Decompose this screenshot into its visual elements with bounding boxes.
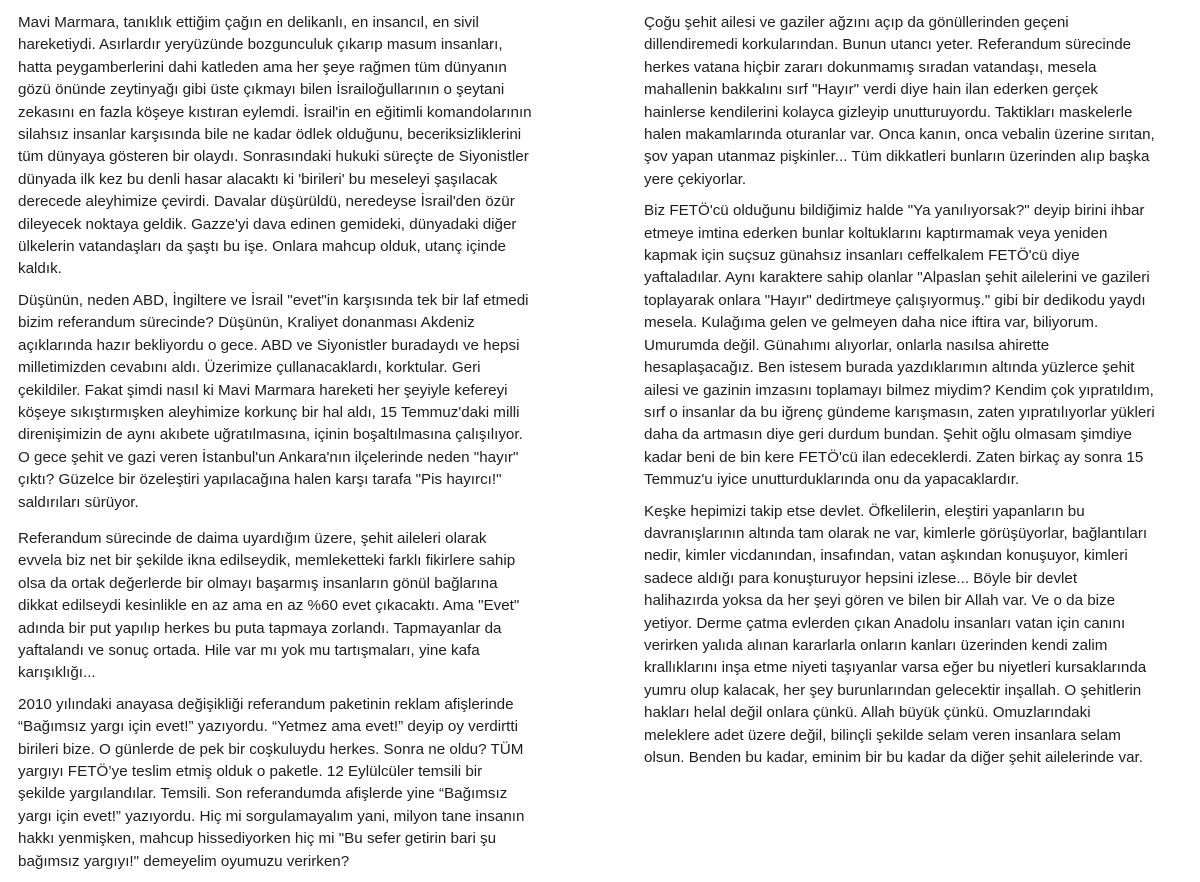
paragraph-mavi-marmara: Mavi Marmara, tanıklık ettiğim çağın en delikanlı, en insancıl, en sivil hareketiydi. Asırlardır yeryüzünde bozgunculuk çıkarıp masum insanları, hatta peygamberlerini dahi katleden ama her şeye rağmen tüm dünyanın gözü önünde zeytinyağı gibi üste çıkmayı bilen İsrailoğullarının o şeytani zekasını en fazla köşeye kıstıran eylemdi. İsrail'in en eğitimli komandolarının silahsız insanlar karşısında bile ne kadar ödlek olduğunu, beceriksizliklerini tüm dünyaya gösteren bir olaydı. Sonrasındaki hukuki süreçte de Siyonistler dünyada ilk kez bu denli hasar alacaktı ki 'birileri' bu meseleyi şaşılacak derecede aleyhimize çevirdi. Davalar düşürüldü, neredeyse İsrail'den özür dileyecek noktaya geldik. Gazze'yi dava edinen gemideki, dünyadaki diğer ülkelerin vatandaşları da şaştı bu işe. Onlara mahcup olduk, utanç içinde kaldık. — [18, 14, 532, 278]
right-text-column — [644, 12, 1182, 778]
paragraph-keske-devlet: Keşke hepimizi takip etse devlet. Öfkelilerin, eleştiri yapanların bu davranışlarının altında tam olarak ne var, kimlerle görüşüyorlar, bağlantıları nedir, kimler vicdanından, insafından, vatan aşkından konuşuyor, kimleri sadece aldığı para konuşturuyor hepsini izlese... Böyle bir devlet halihazırda yoksa da her şeyi gören ve bilen bir Allah var. Ve o da bize yetiyor. Derme çatma evlerden çıkan Anadolu insanları vatan için canını verirken yalıda alınan kararlarla onların kanları üzerinden kendi zalim krallıklarını inşa etme niyeti taşıyanlar varsa eğer bu niyetleri kursaklarında yumru olup kalacak, her şey burunlarından gelecektir inşallah. O şehitlerin hakları helal değil onlara çünkü. Allah büyük çünkü. Omuzlarındaki meleklere adet üzere değil, bilinçli şekilde selam veren insanlara selam olsun. Benden bu kadar, eminim bir bu kadar da diğer şehit ailelerinde var. — [644, 502, 1148, 766]
paragraph-2010-anayasa: 2010 yılındaki anayasa değişikliği referandum paketinin reklam afişlerinde “Bağımsız yargı için evet!” yazıyordu. “Yetmez ama evet!” deyip oy verdirtti birileri bize. O günlerde de pek bir coşkuluydu herkes. Sonra ne oldu? TÜM yargıyı FETÖ’ye teslim etmiş olduk o paketle. 12 Eylülcüler temsili bir şekilde yargılandılar. Temsili. Son referandumda afişlerde yine “Bağımsız yargı için evet!” yazıyordu. Hiç mi sorgulamayalım yani, milyon tane insanın hakkı yenmişken, mahcup hissediyorken hiç mi "Bu sefer getirin bari şu bağımsız yargıyı!" demeyelim oyumuzu verirken? — [18, 695, 525, 870]
left-text-column — [18, 12, 588, 882]
paragraph-feto: Biz FETÖ'cü olduğunu bildiğimiz halde "Ya yanılıyorsak?" deyip birini ihbar etmeye imtina ederken bunlar koltuklarını kaptırmamak veya yeniden kapmak için suçsuz günahsız insanları ceffelkalem FETÖ'cü diye yaftaladılar. Aynı karaktere sahip olanlar "Alpaslan şehit ailelerini ve gazileri toplayarak onlara "Hayır" dedirtmeye çalışıyormuş." gibi bir dedikodu yaydı mesela. Kulağıma gelen ve gelmeyen daha nice iftira var, biliyorum. Umurumda değil. Günahımı alıyorlar, onlarla nasılsa ahirette hesaplaşacağız. Ben istesem burada yazdıklarımın altında yüzlerce şehit ailesi ve gazinin imzasını toplamayı bilmez miydim? Kendim çok yıpratıldım, sırf o insanlar da bu iğrenç gündeme karışmasın, zaten yıpratılıyorlar yükleri daha da artmasın diye geri durdum bundan. Şehit oğlu olmasam şimdiye kadar beni de bin kere FETÖ'cü ilan edeceklerdi. Zaten birkaç ay sonra 15 Temmuz'u iyice unutturduklarında onu da yapacaklardır. — [644, 202, 1155, 489]
paragraph-dusunun: Düşünün, neden ABD, İngiltere ve İsrail "evet"in karşısında tek bir laf etmedi bizim referandum sürecinde? Düşünün, Kraliyet donanması Akdeniz açıklarında hazır bekliyordu o gece. ABD ve Siyonistler buradaydı ve hepsi milletimizden cevabını aldı. Üzerimize çullanacaklardı, korktular. Geri çekildiler. Fakat şimdi nasıl ki Mavi Marmara hareketi her şeyiyle kefereyi köşeye sıkıştırmışken aleyhimize korkunç bir hal aldı, 15 Temmuz'daki milli direnişimizin de aynı akıbete uğratılmasına, içinin boşaltılmasına çalışılıyor. O gece şehit ve gazi veren İstanbul'un Ankara'nın ilçelerinde neden "hayır" çıktı? Güzelce bir özeleştiri yapılacağına halen karşı tarafa "Pis hayırcı!" saldırıları sürüyor. — [18, 291, 529, 511]
paragraph-referandum-sureci: Referandum sürecinde de daima uyardığım üzere, şehit aileleri olarak evvela biz net bir şekilde ikna edilseydik, memleketteki farklı fikirlere sahip olsa da ortak değerlerde bir olmayı başarmış insanların gönül bağlarına dikkat edilseydi kesinlikle en az ama en az %60 evet çıkacaktı. Ama "Evet" adında bir put yapılıp herkes bu puta tapmaya zorlandı. Tapmayanlar da yaftalandı ve sonuç ortada. Hile var mı yok mu tartışmaları, yine kafa karışıklığı... — [18, 529, 520, 682]
paragraph-sehit-aileleri: Çoğu şehit ailesi ve gaziler ağzını açıp da gönüllerinden geçeni dillendiremedi korkularından. Bunun utancı yeter. Referandum sürecinde herkes vatana hiçbir zararı dokunmamış sıradan vatandaşı, mesela mahallenin bakkalını sırf "Hayır" verdi diye hain ilan ederken gerçek hainlerse kendilerini kolayca gizleyip unutturuyordu. Taktikları maskelerle halen makamlarında oturanlar var. Onca kanın, onca vebalin üzerine sırıtan, şov yapan utanmaz pişkinler... Tüm dikkatleri bunların üzerinden alıp başka yere çekiyorlar. — [644, 14, 1155, 188]
